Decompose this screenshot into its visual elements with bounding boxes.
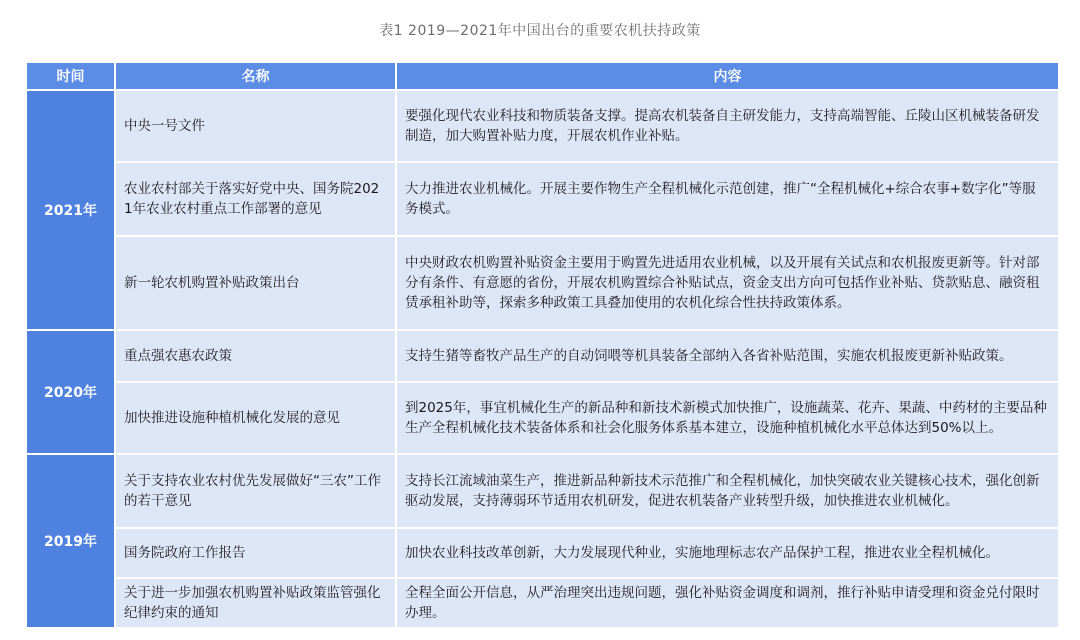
policy-content-cell: 中央财政农机购置补贴资金主要用于购置先进适用农业机械，以及开展有关试点和农机报废更新等。针对部分有条件、有意愿的省份，开展农机购置综合补贴试点，资金支出方向可包括作业补贴、贷款贴息、融资租赁承租补助等，探索多种政策工具叠加使用的农机化综合性扶持政策体系。 — [396, 236, 1059, 330]
table-caption: 表1 2019—2021年中国出台的重要农机扶持政策 — [379, 23, 701, 39]
header-name: 名称 — [115, 62, 396, 90]
table-row — [26, 236, 1059, 330]
policy-content-cell: 到2025年，事宜机械化生产的新品种和新技术新模式加快推广，设施蔬菜、花卉、果蔬、中药材的主要品种生产全程机械化技术装备体系和社会化服务体系基本建立，设施种植机械化水平总体达到50%以上。 — [396, 382, 1059, 454]
policy-content-cell: 支持生猪等畜牧产品生产的自动饲喂等机具装备全部纳入各省补贴范围，实施农机报废更新补贴政策。 — [396, 330, 1059, 382]
table-row — [26, 382, 1059, 454]
header-content: 内容 — [396, 62, 1059, 90]
table-row — [26, 330, 1059, 382]
policy-name-cell: 关于支持农业农村优先发展做好“三农”工作的若干意见 — [115, 454, 396, 528]
year-cell-2019: 2019年 — [26, 454, 115, 628]
year-cell-2021: 2021年 — [26, 90, 115, 330]
policy-content-cell: 大力推进农业机械化。开展主要作物生产全程机械化示范创建，推广“全程机械化+综合农事+数字化”等服务模式。 — [396, 162, 1059, 236]
policy-content-cell: 支持长江流域油菜生产，推进新品种新技术示范推广和全程机械化，加快突破农业关键核心技术，强化创新驱动发展，支持薄弱环节适用农机研发，促进农机装备产业转型升级，加快推进农业机械化。 — [396, 454, 1059, 528]
table-row — [26, 90, 1059, 162]
policy-content-cell: 全程全面公开信息，从严治理突出违规问题，强化补贴资金调度和调剂，推行补贴申请受理和资金兑付限时办理。 — [396, 578, 1059, 628]
policy-name-cell: 中央一号文件 — [115, 90, 396, 162]
table-row — [26, 528, 1059, 578]
policy-name-cell: 加快推进设施种植机械化发展的意见 — [115, 382, 396, 454]
year-cell-2020: 2020年 — [26, 330, 115, 454]
table-row — [26, 578, 1059, 628]
policy-content-cell: 加快农业科技改革创新，大力发展现代种业，实施地理标志农产品保护工程，推进农业全程机械化。 — [396, 528, 1059, 578]
header-row — [26, 62, 1059, 90]
policy-name-cell: 国务院政府工作报告 — [115, 528, 396, 578]
policy-table — [25, 61, 1060, 629]
policy-name-cell: 关于进一步加强农机购置补贴政策监管强化纪律约束的通知 — [115, 578, 396, 628]
policy-content-cell: 要强化现代农业科技和物质装备支撑。提高农机装备自主研发能力，支持高端智能、丘陵山区机械装备研发制造，加大购置补贴力度，开展农机作业补贴。 — [396, 90, 1059, 162]
header-time: 时间 — [26, 62, 115, 90]
policy-name-cell: 农业农村部关于落实好党中央、国务院2021年农业农村重点工作部署的意见 — [115, 162, 396, 236]
policy-name-cell: 重点强农惠农政策 — [115, 330, 396, 382]
table-row — [26, 454, 1059, 528]
policy-name-cell: 新一轮农机购置补贴政策出台 — [115, 236, 396, 330]
table-row — [26, 162, 1059, 236]
